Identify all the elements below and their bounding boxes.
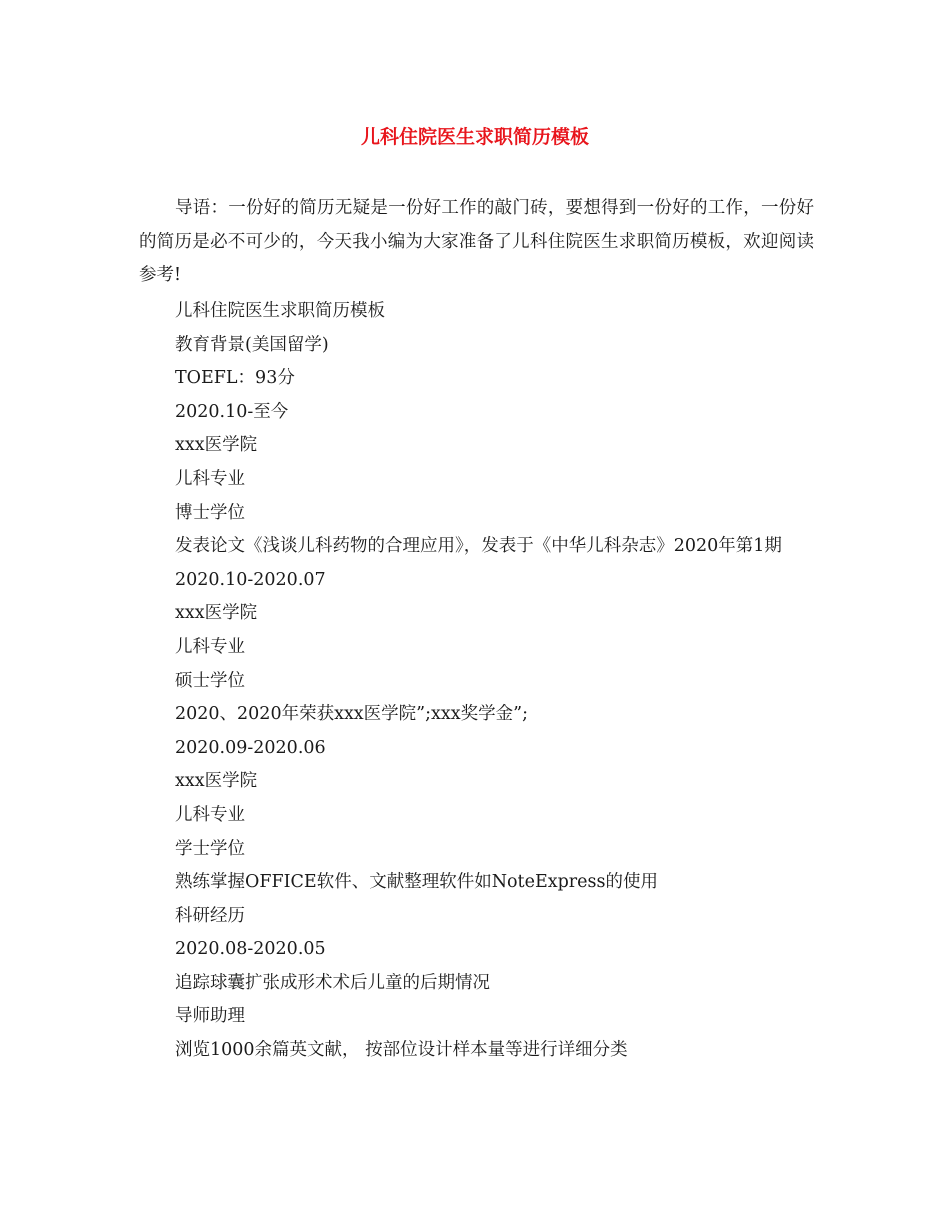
content-line: 追踪球囊扩张成形术术后儿童的后期情况 <box>175 972 490 993</box>
content-line: 教育背景(美国留学) <box>175 334 329 355</box>
content-line: xxx医学院 <box>175 603 258 624</box>
content-line: 浏览1000余篇英文献， 按部位设计样本量等进行详细分类 <box>175 1040 628 1061</box>
content-line: 儿科专业 <box>175 468 245 489</box>
content-line: 学士学位 <box>175 838 245 859</box>
content-line: xxx医学院 <box>175 435 258 456</box>
resume-content <box>139 295 814 1068</box>
content-line: 发表论文《浅谈儿科药物的合理应用》，发表于《中华儿科杂志》2020年第1期 <box>175 536 782 557</box>
content-line: 导师助理 <box>175 1006 245 1027</box>
content-line: 科研经历 <box>175 905 245 926</box>
content-line: 2020.08-2020.05 <box>175 939 326 960</box>
content-line: 儿科专业 <box>175 636 245 657</box>
intro-paragraph: 导语：一份好的简历无疑是一份好工作的敲门砖，要想得到一份好的工作，一份好的简历是必不可少的，今天我小编为大家准备了儿科住院医生求职简历模板，欢迎阅读参考! <box>139 198 814 286</box>
content-line: 2020.10-至今 <box>175 401 289 422</box>
document-title: 儿科住院医生求职简历模板 <box>360 126 589 148</box>
content-line: 硕士学位 <box>175 670 245 691</box>
content-line: 2020.09-2020.06 <box>175 737 326 758</box>
content-line: 儿科专业 <box>175 804 245 825</box>
content-line: 2020、2020年荣获xxx医学院”;xxx奖学金”; <box>175 704 528 725</box>
content-line: TOEFL：93分 <box>175 368 295 389</box>
content-line: 博士学位 <box>175 502 245 523</box>
content-line: 儿科住院医生求职简历模板 <box>175 301 385 321</box>
content-line: 熟练掌握OFFICE软件、文献整理软件如NoteExpress的使用 <box>175 872 658 893</box>
content-line: xxx医学院 <box>175 771 258 792</box>
content-line: 2020.10-2020.07 <box>175 569 326 590</box>
